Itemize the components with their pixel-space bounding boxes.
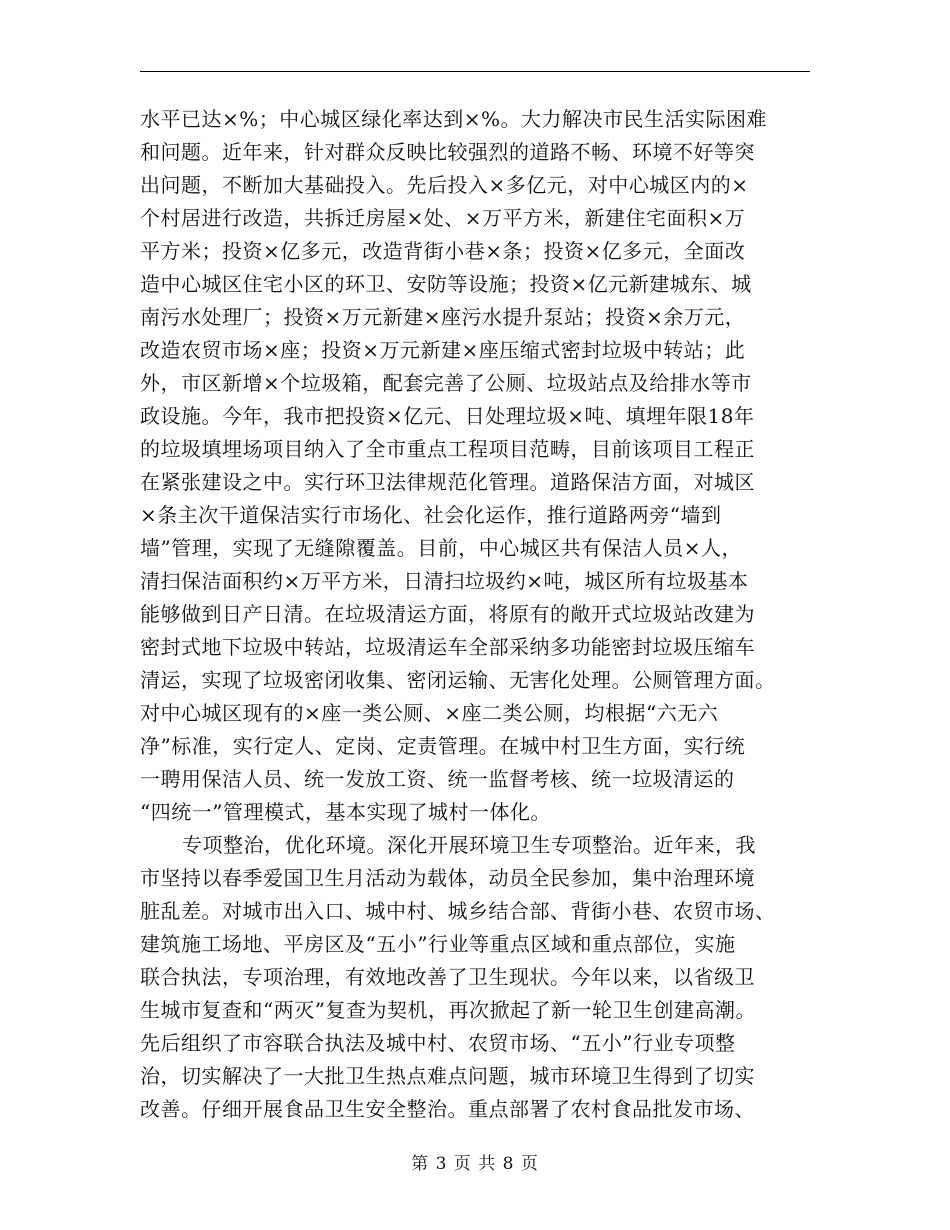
text-line: 南污水处理厂；投资×万元新建×座污水提升泵站；投资×余万元，	[140, 305, 746, 329]
text-line: ×条主次干道保洁实行市场化、社会化运作，推行道路两旁“墙到	[140, 503, 722, 527]
text-line: 能够做到日产日清。在垃圾清运方面，将原有的敞开式垃圾站改建为	[140, 602, 755, 626]
text-line: 一聘用保洁人员、统一发放工资、统一监督考核、统一垃圾清运的	[140, 767, 735, 791]
text-line: 建筑施工场地、平房区及“五小”行业等重点区域和重点部位，实施	[140, 932, 736, 956]
header-rule	[140, 71, 810, 72]
text-line: 墙”管理，实现了无缝隙覆盖。目前，中心城区共有保洁人员×人，	[140, 536, 742, 560]
text-line: 治，切实解决了一大批卫生热点难点问题，城市环境卫生得到了切实	[140, 1064, 755, 1088]
text-line: 联合执法，专项治理，有效地改善了卫生现状。今年以来，以省级卫	[140, 965, 755, 989]
text-line: 脏乱差。对城市出入口、城中村、城乡结合部、背街小巷、农贸市场、	[140, 899, 776, 923]
text-line: 造中心城区住宅小区的环卫、安防等设施；投资×亿元新建城东、城	[140, 272, 752, 296]
body-text	[140, 103, 810, 1126]
text-line: 生城市复查和“两灭”复查为契机，再次掀起了新一轮卫生创建高潮。	[140, 998, 756, 1022]
text-line: 政设施。今年，我市把投资×亿元、日处理垃圾×吨、填埋年限18年	[140, 404, 755, 428]
text-line: 清扫保洁面积约×万平方米，日清扫垃圾约×吨，城区所有垃圾基本	[140, 569, 749, 593]
text-line: 平方米；投资×亿多元，改造背街小巷×条；投资×亿多元，全面改	[140, 239, 746, 263]
text-line: 和问题。近年来，针对群众反映比较强烈的道路不畅、环境不好等突	[140, 140, 755, 164]
text-line: 密封式地下垃圾中转站，垃圾清运车全部采纳多功能密封垃圾压缩车	[140, 635, 755, 659]
text-line: 市坚持以春季爱国卫生月活动为载体，动员全民参加，集中治理环境	[140, 866, 755, 890]
text-line: 个村居进行改造，共拆迁房屋×处、×万平方米，新建住宅面积×万	[140, 206, 746, 230]
text-line: 水平已达×%；中心城区绿化率达到×%。大力解决市民生活实际困难	[140, 107, 768, 131]
text-line: 出问题，不断加大基础投入。先后投入×多亿元，对中心城区内的×	[140, 173, 749, 197]
text-line: “四统一”管理模式，基本实现了城村一体化。	[140, 800, 551, 824]
page-number-footer: 第 3 页 共 8 页	[411, 1154, 539, 1174]
text-line: 的垃圾填埋场项目纳入了全市重点工程项目范畴，目前该项目工程正	[140, 437, 755, 461]
text-line: 在紧张建设之中。实行环卫法律规范化管理。道路保洁方面，对城区	[140, 470, 755, 494]
paragraph-start-line: 专项整治，优化环境。深化开展环境卫生专项整治。近年来，我	[182, 833, 756, 857]
text-line: 先后组织了市容联合执法及城中村、农贸市场、“五小”行业专项整	[140, 1031, 736, 1055]
text-line: 对中心城区现有的×座一类公厕、×座二类公厕，均根据“六无六	[140, 701, 719, 725]
text-line: 清运，实现了垃圾密闭收集、密闭运输、无害化处理。公厕管理方面。	[140, 668, 776, 692]
text-line: 外，市区新增×个垃圾箱，配套完善了公厕、垃圾站点及给排水等市	[140, 371, 752, 395]
text-line: 改善。仔细开展食品卫生安全整治。重点部署了农村食品批发市场、	[140, 1097, 755, 1121]
text-line: 改造农贸市场×座；投资×万元新建×座压缩式密封垃圾中转站；此	[140, 338, 746, 362]
text-line: 净”标准，实行定人、定岗、定责管理。在城中村卫生方面，实行统	[140, 734, 746, 758]
